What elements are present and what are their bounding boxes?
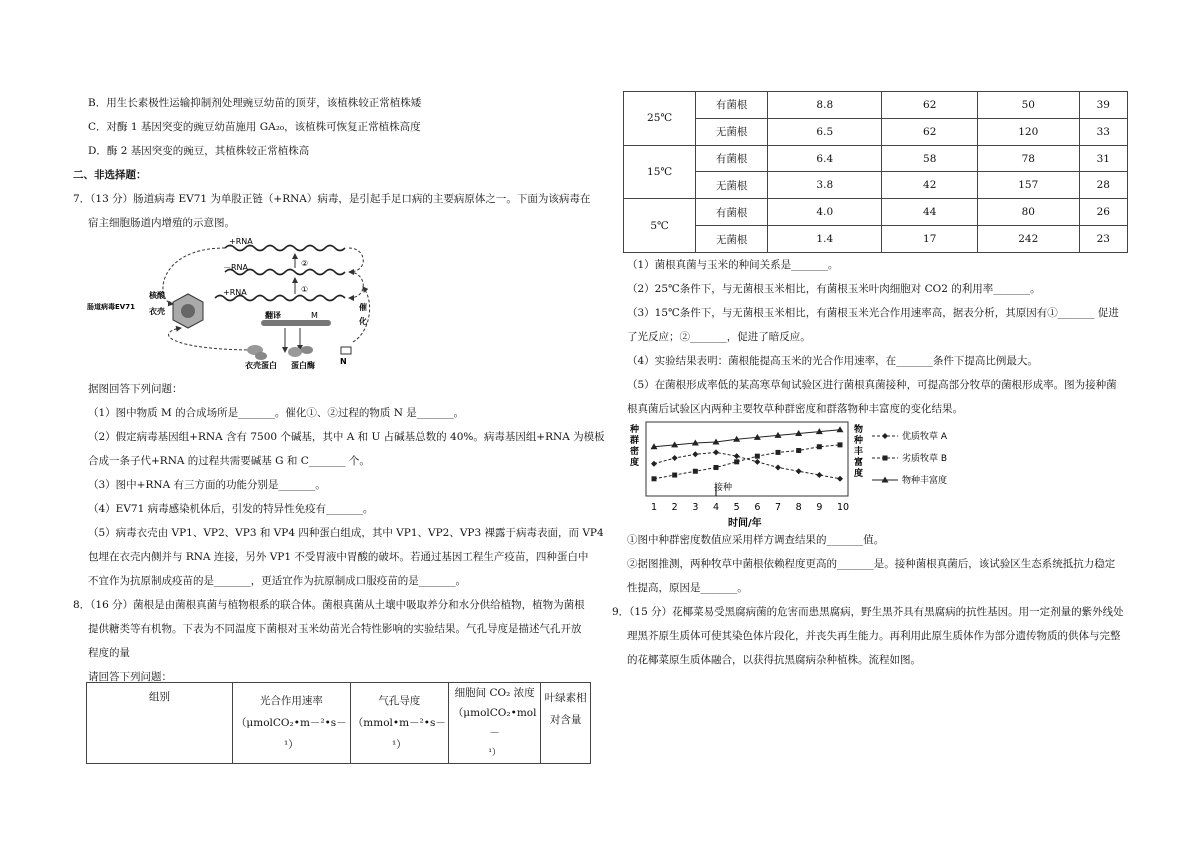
q8-part-5e: 性提高，原因是_______。	[627, 582, 748, 594]
data-point	[796, 468, 802, 474]
q7-stem-2: 宿主细胞肠道内增殖的示意图。	[88, 217, 235, 229]
legend-marker	[883, 456, 888, 461]
legend-label: 优质牧草 A	[902, 432, 948, 442]
q8-part-3a: （3）15℃条件下，与无菌根玉米相比，有菌根玉米光合作用速率高，据表分析，其原因有①_______ 促进	[627, 307, 1119, 319]
q8-part-2: （2）25℃条件下，与无菌根玉米相比，有菌根玉米叶肉细胞对 CO2 的利用率_______。	[627, 283, 1041, 295]
q7-part-5b: 包埋在衣壳内侧并与 RNA 连接，另外 VP1 不受胃液中胃酸的破坏。若通过基因工程生产疫苗，四种蛋白中	[88, 551, 589, 563]
q8-part-5d: ②据图推测，两种牧草中菌根依赖程度更高的_______是。接种菌根真菌后，该试验区生态系统抵抗力稳定	[627, 558, 1116, 570]
catalyze-label-1: 催	[359, 303, 367, 312]
data-point	[817, 444, 822, 449]
table-cell: 3.8	[768, 172, 882, 199]
q9-stem-1: 9．（15 分）花椰菜易受黑腐病菌的危害而患黑腐病，野生黑芥具有黑腐病的抗性基因。用一定剂量的紫外线处	[612, 606, 1124, 618]
table-cell: 33	[1079, 118, 1127, 145]
temp-cell: 15℃	[624, 145, 696, 199]
table-cell: 39	[1079, 92, 1127, 119]
y-left-char: 密	[630, 447, 640, 457]
n-label: N	[340, 357, 347, 366]
table-cell: 80	[977, 199, 1079, 226]
data-point	[734, 453, 740, 459]
table-cell: 23	[1079, 226, 1127, 253]
x-tick-label: 4	[713, 502, 720, 513]
m-label: M	[311, 311, 318, 320]
q7-part-2b: 合成一条子代+RNA 的过程共需要碱基 G 和 C_______ 个。	[88, 455, 370, 467]
data-point	[672, 455, 678, 461]
data-point	[651, 461, 657, 467]
temp-cell: 5℃	[624, 199, 696, 253]
x-tick-label: 5	[733, 502, 740, 513]
table-cell: 无菌根	[696, 118, 768, 145]
table-cell: 44	[882, 199, 978, 226]
capsid-protein-label: 衣壳蛋白	[245, 361, 277, 370]
data-point	[652, 476, 657, 481]
table-cell: 242	[977, 226, 1079, 253]
y-left-char: 度	[630, 458, 640, 468]
capsid-label: 衣壳	[149, 307, 165, 316]
data-point	[714, 465, 719, 470]
legend-marker	[882, 433, 888, 439]
q8-part-5a: （5）在菌根形成率低的某高寒草甸试验区进行菌根真菌接种，可提高部分牧草的菌根形成率。图为接种菌	[627, 379, 1117, 391]
table-cell: 无菌根	[696, 172, 768, 199]
th-stomatal: 气孔导度 （mmol•m－²•s－¹）	[350, 683, 448, 764]
option-d: D．酶 2 基因突变的豌豆，其植株较正常植株高	[88, 145, 310, 157]
q8-stem-2: 提供糖类等有机物。下表为不同温度下菌根对玉米幼苗光合特性影响的实验结果。气孔导度是描述气孔开放	[88, 623, 582, 635]
data-point	[713, 449, 719, 455]
table-cell: 31	[1079, 145, 1127, 172]
rna-label-2: －RNA	[223, 263, 249, 272]
mycorrhiza-table-body	[623, 91, 1128, 253]
table-cell: 50	[977, 92, 1079, 119]
data-point	[755, 454, 760, 459]
q8-part-3b: 了光反应；②_______，促进了暗反应。	[627, 331, 811, 343]
q8-part-5b: 根真菌后试验区内两种主要牧草种群密度和群落物种丰富度的变化结果。	[627, 403, 963, 415]
virus-label: 肠道病毒EV71	[87, 303, 135, 311]
option-c: C．对酶 1 基因突变的豌豆幼苗施用 GA₂₀，该植株可恢复正常植株高度	[88, 121, 421, 133]
table-cell: 有菌根	[696, 145, 768, 172]
step-1-label: ①	[301, 285, 309, 294]
data-point	[816, 472, 822, 478]
q7-part-5c: 不宜作为抗原制成疫苗的是_______，更适宜作为抗原制成口服疫苗的是_______。	[88, 575, 466, 587]
pasture-chart	[622, 418, 962, 534]
data-point	[693, 469, 698, 474]
q7-part-2a: （2）假定病毒基因组+RNA 含有 7500 个碱基，其中 A 和 U 占碱基总数的 40%。病毒基因组+RNA 为模板	[88, 431, 605, 443]
table-cell: 17	[882, 226, 978, 253]
nucleic-label: 核酸	[149, 291, 165, 300]
y-right-char: 富	[854, 458, 864, 468]
q7-part-1: （1）图中物质 M 的合成场所是_______。催化①、②过程的物质 N 是_______。	[88, 407, 464, 419]
q7-ask: 据图回答下列问题：	[88, 383, 183, 395]
table-cell: 120	[977, 118, 1079, 145]
series-line-1	[654, 452, 840, 478]
mycorrhiza-table-header	[86, 682, 591, 764]
table-cell: 28	[1079, 172, 1127, 199]
x-tick-label: 10	[837, 502, 850, 513]
catalyze-label-2: 化	[359, 317, 367, 326]
q8-stem-3: 程度的量	[88, 647, 130, 659]
table-cell: 4.0	[768, 199, 882, 226]
x-axis-label: 时间/年	[728, 518, 762, 529]
q9-stem-2: 理黑芥原生质体可使其染色体片段化，并丧失再生能力。再利用此原生质体作为部分遗传物质的供体与完整	[627, 630, 1121, 642]
y-right-char: 丰	[854, 447, 864, 457]
x-tick-label: 3	[692, 502, 699, 513]
x-tick-label: 9	[816, 502, 823, 513]
rna-label-1: +RNA	[229, 237, 253, 246]
q9-stem-3: 的花椰菜原生质体融合，以获得抗黑腐病杂种植株。流程如图。	[627, 654, 921, 666]
data-point	[754, 459, 760, 465]
table-cell: 1.4	[768, 226, 882, 253]
temp-cell: 25℃	[624, 92, 696, 146]
table-cell: 有菌根	[696, 199, 768, 226]
table-cell: 62	[882, 92, 978, 119]
q7-stem-1: 7．（13 分）肠道病毒 EV71 为单股正链（+RNA）病毒，是引起手足口病的主要病原体之一。下面为该病毒在	[73, 193, 591, 205]
protease-label: 蛋白酶	[291, 361, 315, 370]
data-point	[734, 459, 739, 464]
q8-stem-1: 8．（16 分）菌根是由菌根真菌与植物根系的联合体。菌根真菌从土壤中吸取养分和水分供给植物，植物为菌根	[73, 599, 585, 611]
table-cell: 78	[977, 145, 1079, 172]
table-cell: 62	[882, 118, 978, 145]
q8-part-1: （1）菌根真菌与玉米的种间关系是_______。	[627, 259, 839, 271]
x-tick-label: 6	[754, 502, 761, 513]
th-intercellular-co2: 细胞间 CO₂ 浓度 （μmolCO₂•mol－ ¹）	[449, 683, 541, 764]
th-chlorophyll: 叶绿素相 对含量	[541, 683, 591, 764]
y-left-char: 群	[630, 436, 640, 446]
y-right-char: 度	[854, 469, 864, 479]
x-tick-label: 1	[651, 502, 658, 513]
table-cell: 8.8	[768, 92, 882, 119]
q7-part-5a: （5）病毒衣壳由 VP1、VP2、VP3 和 VP4 四种蛋白组成，其中 VP1、VP2、VP3 裸露于病毒表面，而 VP4	[88, 527, 604, 539]
q8-ask: 请回答下列问题：	[88, 671, 172, 683]
y-right-char: 种	[854, 436, 864, 446]
virus-replication-diagram	[85, 232, 385, 372]
table-cell: 6.5	[768, 118, 882, 145]
data-point	[837, 476, 843, 482]
section-heading: 二、非选择题：	[73, 169, 147, 181]
x-tick-label: 7	[775, 502, 782, 513]
table-cell: 6.4	[768, 145, 882, 172]
legend-label: 物种丰富度	[902, 476, 948, 486]
option-b: B．用生长素极性运输抑制剂处理豌豆幼苗的顶芽，该植株较正常植株矮	[88, 97, 422, 109]
series-line-3	[654, 430, 840, 447]
th-group: 组别	[87, 683, 233, 764]
inoculation-annotation: 接种	[714, 483, 733, 493]
data-point	[672, 473, 677, 478]
data-point	[796, 448, 801, 453]
q8-part-4: （4）实验结果表明：菌根能提高玉米的光合作用速率，在_______条件下提高比例最大。	[627, 355, 1038, 367]
translate-label: 翻译	[265, 311, 281, 320]
table-cell: 26	[1079, 199, 1127, 226]
data-point	[775, 464, 781, 470]
table-cell: 有菌根	[696, 92, 768, 119]
x-tick-label: 2	[671, 502, 678, 513]
x-tick-label: 8	[795, 502, 802, 513]
legend-label: 劣质牧草 B	[902, 454, 948, 464]
table-cell: 42	[882, 172, 978, 199]
table-cell: 58	[882, 145, 978, 172]
data-point	[692, 451, 698, 457]
data-point	[837, 426, 844, 432]
y-left-char: 种	[630, 425, 640, 435]
data-point	[838, 442, 843, 447]
table-cell: 157	[977, 172, 1079, 199]
q7-part-3: （3）图中+RNA 有三方面的功能分别是_______。	[88, 479, 326, 491]
q7-part-4: （4）EV71 病毒感染机体后，引发的特异性免疫有_______。	[88, 503, 374, 515]
step-2-label: ②	[301, 259, 309, 268]
y-right-char: 物	[854, 425, 864, 435]
q8-part-5c: ①图中种群密度数值应采用样方调查结果的_______值。	[627, 534, 885, 546]
th-photosynthesis: 光合作用速率 （μmolCO₂•m－²•s－¹）	[233, 683, 351, 764]
table-cell: 无菌根	[696, 226, 768, 253]
data-point	[776, 450, 781, 455]
rna-label-3: +RNA	[223, 288, 247, 297]
